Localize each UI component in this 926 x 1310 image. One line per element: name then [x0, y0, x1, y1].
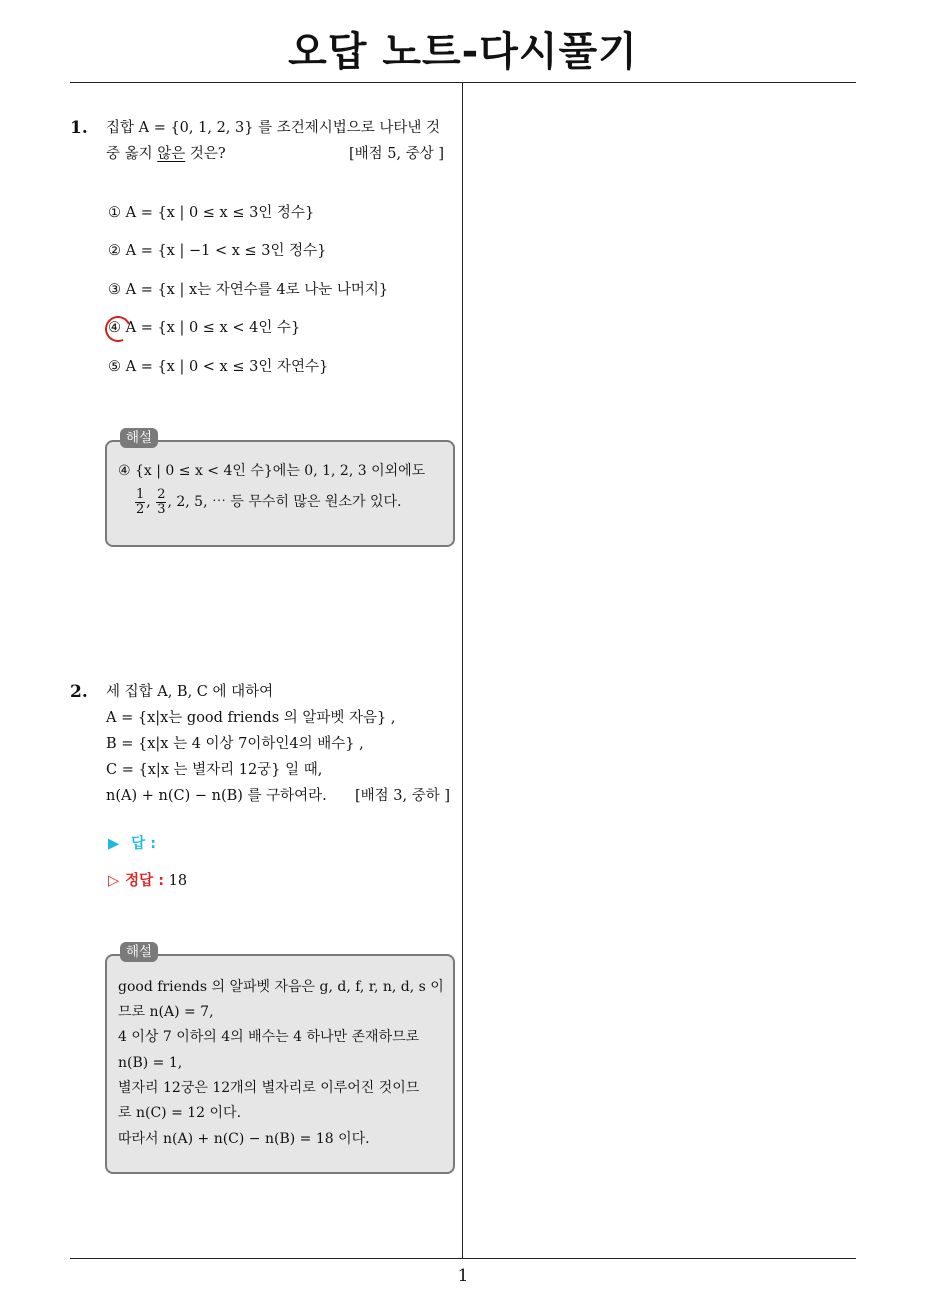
q2-stem-line3: B = {x|x 는 4 이상 7이하인4의 배수} ,	[106, 736, 364, 752]
top-rule	[70, 82, 856, 83]
q2-answer-label: 답 :	[131, 836, 157, 852]
q1-stem-post: 것은?	[185, 146, 226, 162]
q1-option-1[interactable]: ① A = {x | 0 ≤ x ≤ 3인 정수}	[108, 205, 315, 221]
q2-correct-label: 정답 :	[125, 873, 165, 889]
fraction-two-thirds: $\frac{2}{3}$	[157, 487, 166, 517]
q2-number: 2.	[70, 682, 88, 702]
column-divider	[462, 83, 463, 1258]
q2-answer-row[interactable]	[108, 832, 156, 853]
q2-correct-value: 18	[168, 873, 188, 889]
q1-stem-pre: 중 옳지	[106, 146, 158, 162]
q2-solution-line5: 별자리 12궁은 12개의 별자리로 이루어진 것이므	[118, 1080, 420, 1096]
play-icon: ▶	[108, 836, 120, 852]
q1-solution-line1: ④ {x | 0 ≤ x < 4인 수}에는 0, 1, 2, 3 이외에도	[118, 463, 426, 479]
fraction-one-half: $\frac{1}{2}$	[136, 487, 145, 517]
bottom-rule	[70, 1258, 856, 1259]
q2-correct-row	[108, 869, 187, 890]
q1-option-5[interactable]: ⑤ A = {x | 0 < x ≤ 3인 자연수}	[108, 359, 329, 375]
outline-play-icon: ▷	[108, 873, 120, 889]
q1-stem-line2	[106, 147, 226, 162]
q1-option-4[interactable]: ④ A = {x | 0 ≤ x < 4인 수}	[108, 320, 301, 336]
q2-solution-line4: n(B) = 1,	[118, 1055, 183, 1071]
q2-solution-line2: 므로 n(A) = 7,	[118, 1004, 214, 1020]
q1-solution-label: 해설	[120, 428, 158, 448]
q1-solution-line2: $\frac{1}{2}$ , $\frac{2}{3}$ , 2, 5, ⋯ 등 무수히 많은 원소가 있다.	[136, 487, 402, 517]
q2-score: [배점 3, 중하 ]	[355, 788, 451, 804]
q1-score: [배점 5, 중상 ]	[349, 146, 445, 162]
q2-solution-line6: 로 n(C) = 12 이다.	[118, 1105, 242, 1121]
q1-number: 1.	[70, 118, 88, 138]
q1-option-3[interactable]: ③ A = {x | x는 자연수를 4로 나눈 나머지}	[108, 282, 389, 298]
q2-stem-line4: C = {x|x 는 별자리 12궁} 일 때,	[106, 762, 323, 778]
q1-stem-line1: 집합 A = {0, 1, 2, 3} 를 조건제시법으로 나타낸 것	[106, 120, 440, 136]
q2-solution-line1: good friends 의 알파벳 자음은 g, d, f, r, n, d, s 이	[118, 979, 444, 995]
answer-circle-mark	[101, 312, 134, 345]
q1-option-2[interactable]: ② A = {x | −1 < x ≤ 3인 정수}	[108, 243, 327, 259]
q2-stem-line2: A = {x|x는 good friends 의 알파벳 자음} ,	[106, 710, 396, 726]
page-number: 1	[457, 1266, 469, 1286]
q2-solution-line7: 따라서 n(A) + n(C) − n(B) = 18 이다.	[118, 1131, 370, 1147]
page-title: 오답 노트-다시풀기	[288, 29, 638, 75]
q1-stem-underline: 않은	[157, 146, 186, 162]
q2-stem-line5: n(A) + n(C) − n(B) 를 구하여라.	[106, 788, 327, 804]
q2-stem-line1: 세 집합 A, B, C 에 대하여	[106, 684, 274, 700]
q2-solution-line3: 4 이상 7 이하의 4의 배수는 4 하나만 존재하므로	[118, 1029, 420, 1045]
q1-solution-line2-rest: , 2, 5, ⋯ 등 무수히 많은 원소가 있다.	[167, 494, 402, 511]
q2-solution-label: 해설	[120, 942, 158, 962]
